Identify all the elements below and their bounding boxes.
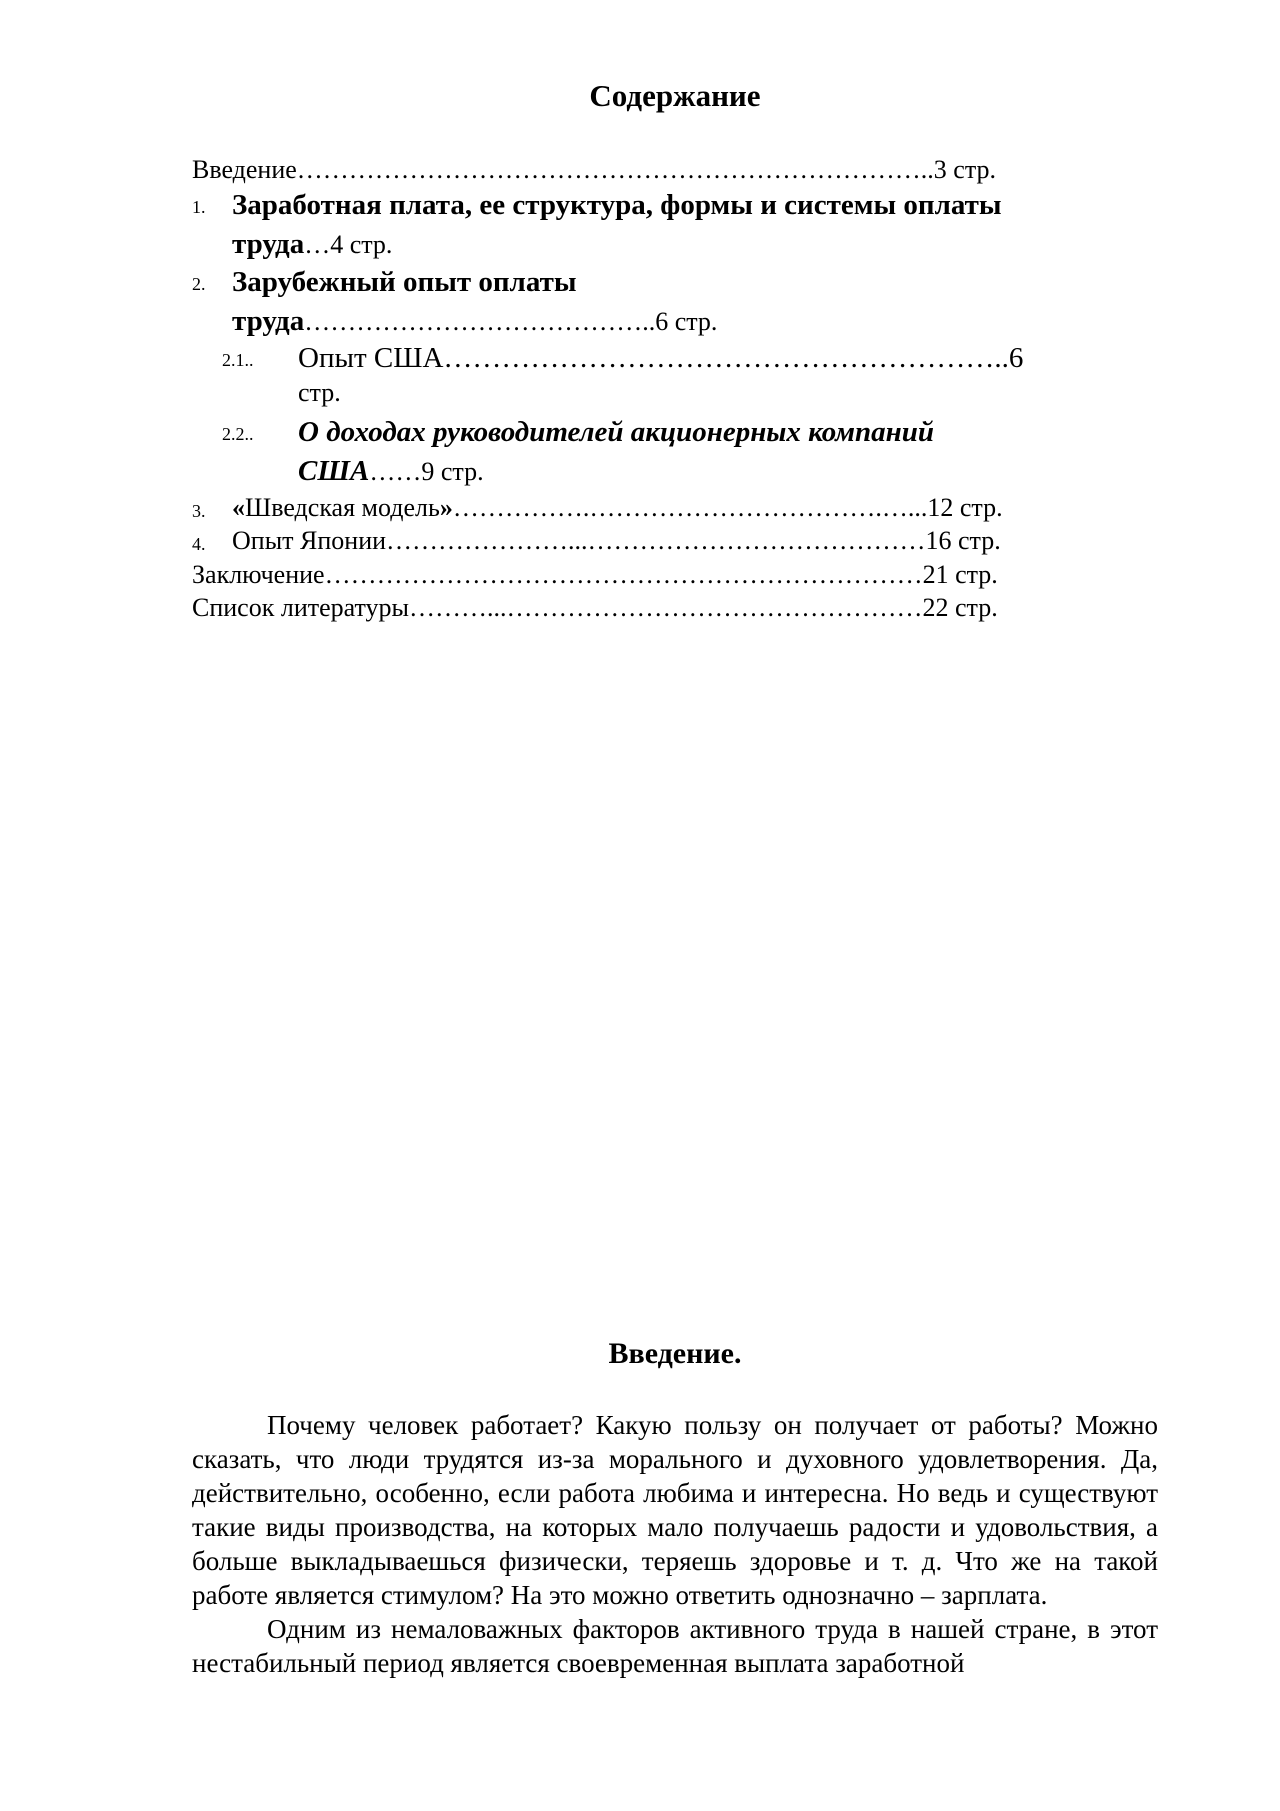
toc-entry-3-title: Шведская модель	[245, 493, 440, 522]
toc-entry-introduction: Введение………………………………………………………………..3 стр.	[192, 155, 997, 184]
toc-entry-2-number: 2.	[192, 274, 206, 294]
toc-entry-2-2-page: ……9 стр.	[369, 457, 484, 486]
toc-entry-conclusion: Заключение……………………………………………………………21 стр.	[192, 560, 998, 589]
toc-entry-1	[232, 188, 1002, 222]
toc-entry-literature: Список литературы………...…………………………………………22 стр.	[192, 593, 998, 622]
toc-entry-4: Опыт Японии…………………...…………………………………16 стр.	[232, 526, 1001, 555]
toc-entry-3	[232, 491, 1003, 525]
toc-entry-2-2-title: О доходах руководителей акционерных компаний	[298, 416, 935, 448]
introduction-paragraph-2: Одним из немаловажных факторов активного труда в нашей стране, в этот нестабильный период является своевременная выплата заработной	[192, 1614, 1158, 1678]
toc-entry-2-2-line-2	[298, 454, 484, 489]
toc-entry-2-title: Зарубежный опыт оплаты	[232, 266, 577, 298]
toc-title: Содержание	[589, 78, 761, 113]
toc-entry-2	[232, 265, 576, 299]
toc-entry-3-number: 3.	[192, 501, 206, 521]
toc-entry-2-1	[298, 341, 1023, 376]
toc-entry-2-line-2	[232, 304, 717, 339]
toc-entry-3-page: …………….…………………………….…...12 стр.	[452, 493, 1003, 522]
toc-entry-1-number: 1.	[192, 197, 206, 217]
toc-entry-3-quote-close: »	[439, 493, 453, 522]
toc-entry-2-page: …………………………………..6 стр.	[304, 307, 718, 336]
introduction-body	[192, 1408, 1158, 1680]
introduction-paragraph-1: Почему человек работает? Какую пользу он получает от работы? Можно сказать, что люди трудятся из-за морального и духовного удовлетворения. Да, действительно, особенно, если работа любима и интересна. Но ведь и существуют такие виды производства, на которых мало получаешь радости и удовольствия, а больше выкладываешься физически, теряешь здоровье и т. д. Что же на такой работе является стимулом? На это можно ответить однозначно – зарплата.	[192, 1410, 1158, 1610]
toc-entry-2-1-line-2: стр.	[298, 378, 341, 407]
introduction-title: Введение.	[608, 1337, 742, 1370]
toc-entry-2-2-title-2: США	[298, 455, 370, 487]
toc-entry-4-number: 4.	[192, 534, 206, 554]
toc-entry-2-1-title: Опыт США…………………………………………………..6	[298, 342, 1024, 374]
toc-entry-1-line-2	[232, 227, 392, 262]
toc-entry-2-title-2: труда	[232, 305, 305, 337]
toc-entry-2-1-number: 2.1..	[222, 350, 254, 370]
toc-entry-2-2-number: 2.2..	[222, 424, 254, 444]
toc-entry-1-title: Заработная плата, ее структура, формы и системы оплаты	[232, 189, 1002, 221]
toc-entry-1-page: …4 стр.	[304, 230, 393, 259]
toc-entry-1-title-2: труда	[232, 228, 305, 260]
toc-entry-3-quote-open: «	[232, 493, 245, 522]
toc-entry-2-2	[298, 415, 934, 449]
